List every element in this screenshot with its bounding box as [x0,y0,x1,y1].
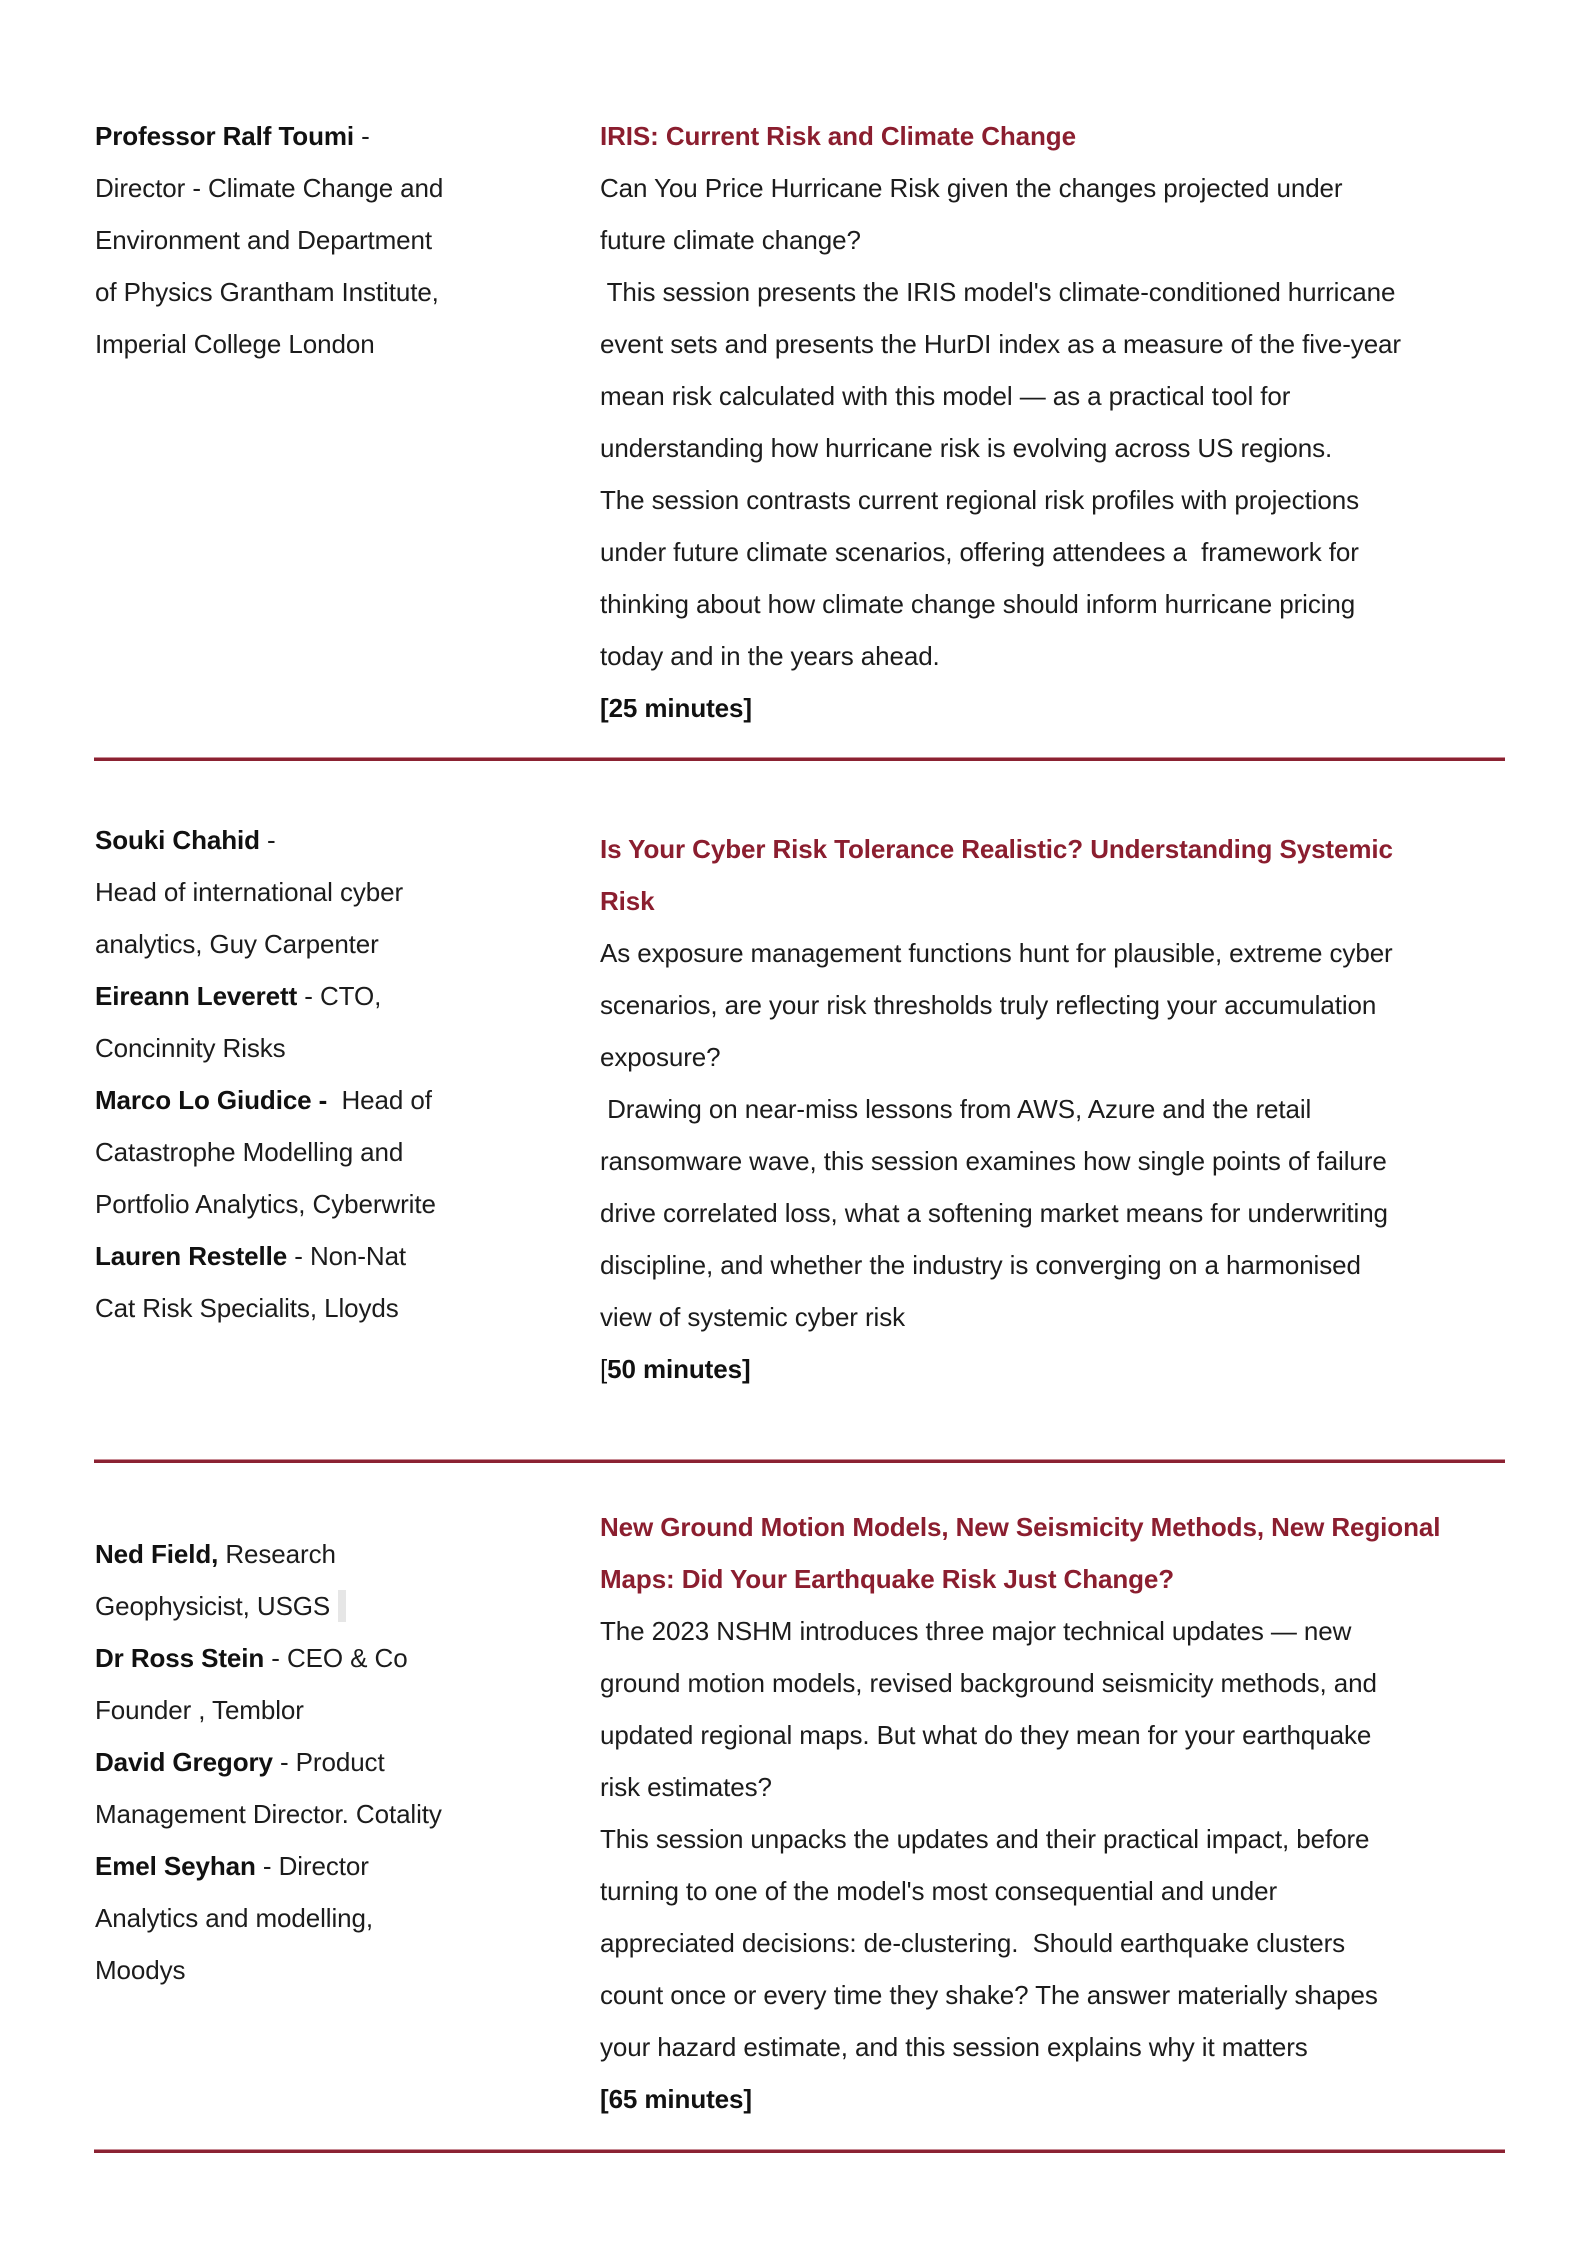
speaker-line [95,110,525,162]
duration-bracket: [ [600,693,609,723]
speaker-name: Eireann Leverett [95,981,298,1011]
session-description-line: view of systemic cyber risk [600,1302,906,1332]
session-description-line: The session contrasts current regional risk profiles with projections [600,485,1359,515]
duration-value: 50 minutes] [607,1354,751,1384]
speaker-suffix: - Product [272,1747,385,1777]
speaker-line [95,1528,525,1580]
session-description-line: under future climate scenarios, offering attendees a framework for [600,537,1359,567]
session-description-line: The 2023 NSHM introduces three major technical updates — new [600,1616,1352,1646]
session-description-line: today and in the years ahead. [600,641,940,671]
speaker-name: Ned Field, [95,1539,219,1569]
speaker-line [95,1736,525,1788]
session-description-line: Can You Price Hurricane Risk given the changes projected under [600,173,1343,203]
session-description-line: your hazard estimate, and this session explains why it matters [600,2032,1308,2062]
session-title: Is Your Cyber Risk Tolerance Realistic? Understanding Systemic [600,834,1393,864]
speaker-suffix: - [259,825,276,855]
session-description-line: This session unpacks the updates and their practical impact, before [600,1824,1370,1854]
session-description-line: event sets and presents the HurDI index as a measure of the five-year [600,329,1401,359]
speaker-name: Souki Chahid [95,825,260,855]
speaker-name: Lauren Restelle [95,1241,288,1271]
session-description-line: ground motion models, revised background seismicity methods, and [600,1668,1377,1698]
speaker-role-line: analytics, Guy Carpenter [95,929,379,959]
session-duration [600,2073,1510,2125]
speaker-role-line: Founder , Temblor [95,1695,304,1725]
section-divider [94,757,1505,761]
session-description-line: updated regional maps. But what do they mean for your earthquake [600,1720,1372,1750]
text-cursor-highlight [338,1590,346,1622]
speaker-role-line: Imperial College London [95,329,375,359]
speakers-column [95,110,525,370]
speaker-role-line: of Physics Grantham Institute, [95,277,439,307]
speaker-name: Emel Seyhan [95,1851,256,1881]
duration-bracket: [ [600,1354,608,1384]
speaker-line [95,1840,525,1892]
speakers-column [95,1528,525,1996]
speaker-role-line [95,1580,525,1632]
session-description-line: understanding how hurricane risk is evolving across US regions. [600,433,1333,463]
speaker-suffix: - Director [255,1851,369,1881]
duration-value: 65 minutes] [608,2084,752,2114]
speaker-suffix: Head of [327,1085,432,1115]
session-description-line: risk estimates? [600,1772,772,1802]
speaker-line [95,1230,525,1282]
session-description-line: discipline, and whether the industry is converging on a harmonised [600,1250,1361,1280]
speaker-suffix: Research [218,1539,336,1569]
session-duration [600,1343,1510,1395]
speaker-role-line: Concinnity Risks [95,1033,286,1063]
speakers-column [95,814,525,1334]
speaker-role-line: Director - Climate Change and [95,173,444,203]
session-description-line: count once or every time they shake? The answer materially shapes [600,1980,1378,2010]
session-details [600,823,1510,1395]
session-description-line: exposure? [600,1042,721,1072]
session-duration [600,682,1510,734]
session-description-line: appreciated decisions: de-clustering. Should earthquake clusters [600,1928,1346,1958]
section-divider [94,1459,1505,1463]
session-description-line: This session presents the IRIS model's climate-conditioned hurricane [600,277,1396,307]
speaker-line [95,1632,525,1684]
session-title: Risk [600,886,655,916]
speaker-line [95,814,525,866]
session-title: IRIS: Current Risk and Climate Change [600,121,1076,151]
session-description-line: turning to one of the model's most consequential and under [600,1876,1278,1906]
speaker-role-line: Cat Risk Specialits, Lloyds [95,1293,399,1323]
section-divider [94,2149,1505,2153]
speaker-suffix: - CTO, [297,981,382,1011]
speaker-role-line: Catastrophe Modelling and [95,1137,404,1167]
speaker-suffix: - CEO & Co [264,1643,408,1673]
session-description-line: Drawing on near-miss lessons from AWS, Azure and the retail [600,1094,1312,1124]
session-description-line: mean risk calculated with this model — as a practical tool for [600,381,1291,411]
speaker-role-line: Portfolio Analytics, Cyberwrite [95,1189,436,1219]
speaker-name: Professor Ralf Toumi [95,121,355,151]
session-description-line: thinking about how climate change should inform hurricane pricing [600,589,1356,619]
speaker-name: Dr Ross Stein [95,1643,265,1673]
session-details [600,110,1510,734]
session-description-line: ransomware wave, this session examines how single points of failure [600,1146,1387,1176]
duration-value: 25 minutes] [608,693,752,723]
speaker-role-line: Analytics and modelling, [95,1903,373,1933]
speaker-role-line: Management Director. Cotality [95,1799,442,1829]
session-description-line: future climate change? [600,225,861,255]
speaker-role-line: Moodys [95,1955,186,1985]
speaker-line [95,1074,525,1126]
speaker-suffix: - [354,121,370,151]
session-details [600,1501,1510,2125]
session-description-line: drive correlated loss, what a softening market means for underwriting [600,1198,1388,1228]
speaker-role-line: Head of international cyber [95,877,404,907]
session-title: Maps: Did Your Earthquake Risk Just Change? [600,1564,1175,1594]
speaker-line [95,970,525,1022]
speaker-name: David Gregory [95,1747,273,1777]
session-description-line: scenarios, are your risk thresholds truly reflecting your accumulation [600,990,1377,1020]
speaker-role-line: Environment and Department [95,225,433,255]
duration-bracket: [ [600,2084,609,2114]
session-description-line: As exposure management functions hunt for plausible, extreme cyber [600,938,1393,968]
speaker-name: Marco Lo Giudice - [95,1085,328,1115]
speaker-suffix: - Non-Nat [287,1241,407,1271]
speaker-role-text: Geophysicist, USGS [95,1591,331,1621]
session-title: New Ground Motion Models, New Seismicity Methods, New Regional [600,1512,1441,1542]
